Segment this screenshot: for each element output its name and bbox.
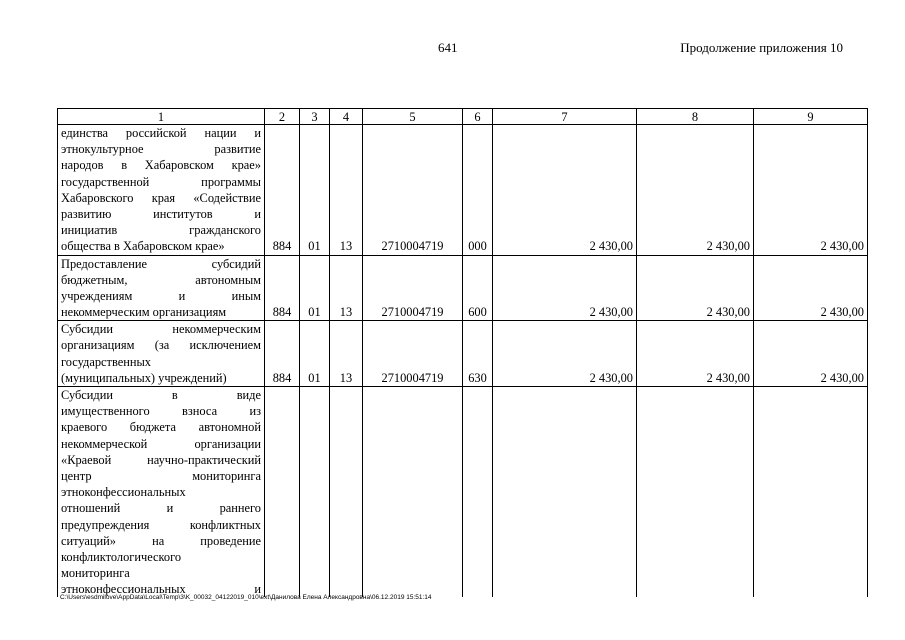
description-line: Субсидии в виде <box>61 388 261 402</box>
column-header: 7 <box>493 109 637 125</box>
description-line: некоммерческой организации <box>61 436 261 451</box>
column-header: 9 <box>754 109 868 125</box>
amount-col8-cell: 2 430,00 <box>637 321 754 387</box>
description-line: государственных <box>61 354 152 369</box>
description-line: общества в Хабаровском крае» <box>61 239 225 254</box>
empty-cell <box>637 387 754 598</box>
description-line: Субсидии некоммерческим <box>61 322 261 337</box>
description-line: государственной программы <box>61 174 261 189</box>
target-article-cell: 2710004719 <box>363 125 463 256</box>
table-row <box>58 125 868 256</box>
description-line: имущественного взноса из <box>61 404 261 419</box>
grbs-cell: 884 <box>265 321 300 387</box>
empty-cell <box>493 387 637 598</box>
description-line: этноконфессиональных <box>61 485 186 500</box>
description-line: развитию институтов и <box>61 206 261 221</box>
amount-col9-cell: 2 430,00 <box>754 125 868 256</box>
budget-table <box>57 108 868 597</box>
amount-col7-cell: 2 430,00 <box>493 125 637 256</box>
description-line: единства российской нации и <box>61 126 261 140</box>
description-line: Хабаровского края «Содействие <box>61 190 261 205</box>
table-row <box>58 255 868 321</box>
empty-cell <box>363 387 463 598</box>
grbs-cell: 884 <box>265 255 300 321</box>
empty-cell <box>265 387 300 598</box>
description-line: «Краевой научно-практический <box>61 452 261 467</box>
section-cell: 01 <box>300 321 330 387</box>
description-line: бюджетным, автономным <box>61 272 261 287</box>
description-line: некоммерческим организациям <box>61 305 227 320</box>
column-header: 2 <box>265 109 300 125</box>
empty-cell <box>754 387 868 598</box>
subsection-cell: 13 <box>330 255 363 321</box>
amount-col8-cell: 2 430,00 <box>637 125 754 256</box>
amount-col7-cell: 2 430,00 <box>493 255 637 321</box>
expense-type-cell: 000 <box>463 125 493 256</box>
grbs-cell: 884 <box>265 125 300 256</box>
amount-col8-cell: 2 430,00 <box>637 255 754 321</box>
description-line: краевого бюджета автономной <box>61 420 261 435</box>
expense-type-cell: 630 <box>463 321 493 387</box>
section-cell: 01 <box>300 125 330 256</box>
description-line: предупреждения конфликтных <box>61 517 261 532</box>
column-header: 3 <box>300 109 330 125</box>
description-line: ситуаций» на проведение <box>61 533 261 548</box>
empty-cell <box>330 387 363 598</box>
description-line: конфликтологического <box>61 549 182 564</box>
subsection-cell: 13 <box>330 321 363 387</box>
row-description <box>58 255 265 321</box>
empty-cell <box>300 387 330 598</box>
amount-col9-cell: 2 430,00 <box>754 255 868 321</box>
appendix-continuation-label: Продолжение приложения 10 <box>680 40 843 55</box>
column-header: 5 <box>363 109 463 125</box>
description-line: мониторинга <box>61 566 130 581</box>
subsection-cell: 13 <box>330 125 363 256</box>
column-numbers-row <box>58 109 868 125</box>
description-line: Предоставление субсидий <box>61 256 261 271</box>
row-description <box>58 387 265 598</box>
description-line: отношений и раннего <box>61 501 261 516</box>
description-line: инициатив гражданского <box>61 223 261 238</box>
description-line: центр мониторинга <box>61 468 261 483</box>
table-row <box>58 321 868 387</box>
section-cell: 01 <box>300 255 330 321</box>
empty-cell <box>463 387 493 598</box>
column-header: 6 <box>463 109 493 125</box>
description-line: этнокультурное развитие <box>61 142 261 157</box>
expense-type-cell: 600 <box>463 255 493 321</box>
row-description <box>58 321 265 387</box>
file-path-footer: C:\Users\esdmilove\AppData\Local\Temp\3\K_00032_04122019_010\ext\Данилова Елена Александровна\06.12.2019 15:51:14 <box>60 594 432 601</box>
description-line: этноконфессиональных и <box>61 582 261 597</box>
row-description <box>58 125 265 256</box>
amount-col7-cell: 2 430,00 <box>493 321 637 387</box>
description-line: народов в Хабаровском крае» <box>61 158 261 173</box>
amount-col9-cell: 2 430,00 <box>754 321 868 387</box>
page-number: 641 <box>438 40 458 55</box>
description-line: учреждениям и иным <box>61 288 261 303</box>
column-header: 8 <box>637 109 754 125</box>
column-header: 1 <box>58 109 265 125</box>
column-header: 4 <box>330 109 363 125</box>
description-line: организациям (за исключением <box>61 338 261 353</box>
target-article-cell: 2710004719 <box>363 321 463 387</box>
target-article-cell: 2710004719 <box>363 255 463 321</box>
description-line: (муниципальных) учреждений) <box>61 370 227 385</box>
table-row <box>58 387 868 598</box>
